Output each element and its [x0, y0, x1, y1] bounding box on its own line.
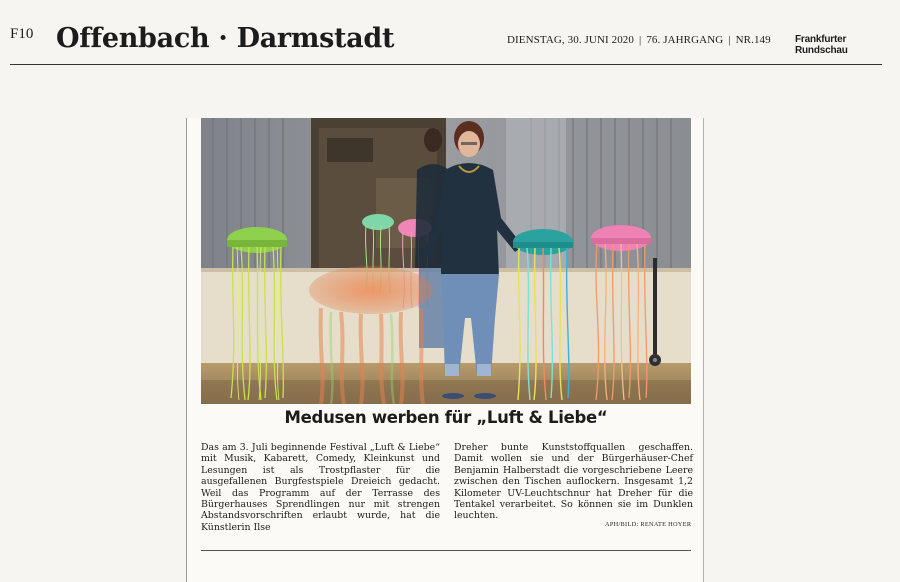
issue-separator: |	[639, 34, 642, 46]
photo-credit: APH/BILD: RENATE HOYER	[605, 521, 692, 528]
page-number: F10	[10, 26, 34, 42]
article-clipping	[186, 118, 704, 582]
issue-number: NR.149	[735, 34, 771, 46]
issue-volume: 76. JAHRGANG	[646, 34, 724, 46]
photo-illustration	[201, 118, 691, 404]
article-headline: Medusen werben für „Luft & Liebe“	[284, 408, 608, 427]
article-body-column-1: Das am 3. Juli beginnende Festival „Luft & Liebe“ mit Musik, Kabarett, Comedy, Kleinkunst und Lesungen ist als Trostpflaster für die ausgefallenen Burgfestspiele Dreieich gedacht. Weil das Programm auf der Terrasse des Bürgerhauses Sprendlingen nur mit strengen Abstandsvorschriften erlaubt wurde, hat die Künstlerin Ilse	[201, 442, 440, 533]
article-bottom-rule	[201, 550, 691, 551]
issue-separator: |	[728, 34, 731, 46]
article-photo	[201, 118, 691, 404]
header-divider	[10, 64, 882, 65]
article-body-column-2: Dreher bunte Kunststoffquallen geschaffen. Damit wollen sie und der Bürgerhäuser-Chef Benjamin Halberstadt die vorgeschriebene Leere zwischen den Tischen auflockern. Insgesamt 1,2 Kilometer UV-Leuchtschnur hat Dreher für die Tentakel verarbeitet. So können sie im Dunklen leuchten.	[454, 442, 693, 522]
newspaper-name: Frankfurter Rundschau	[795, 34, 848, 56]
section-title: Offenbach · Darmstadt	[56, 23, 395, 54]
issue-date: DIENSTAG, 30. JUNI 2020	[507, 34, 634, 46]
issue-info	[507, 34, 771, 46]
